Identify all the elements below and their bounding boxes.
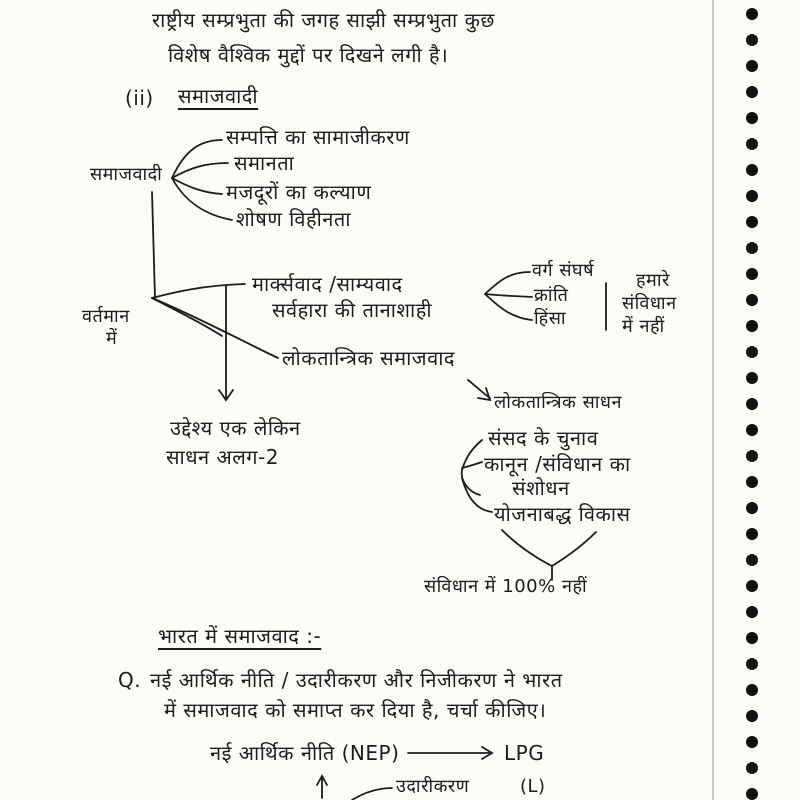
socialist-branch-1: सम्पत्ति का सामाजीकरण	[226, 125, 410, 149]
democratic-socialism: लोकतान्त्रिक समाजवाद	[282, 346, 456, 370]
marxism-line-1: मार्क्सवाद /साम्यवाद	[252, 272, 403, 296]
goal-line-1: उद्देश्य एक लेकिन	[170, 416, 301, 440]
dm-item-2: कानून /संविधान का	[484, 452, 631, 476]
present-branch-down	[152, 298, 222, 336]
marxism-line-2: सर्वहारा की तानाशाही	[272, 298, 432, 322]
socialist-root: समाजवादी	[90, 164, 163, 185]
means-branch-1	[485, 272, 530, 294]
question-line-1: नई आर्थिक नीति / उदारीकरण और निजीकरण ने भारत	[150, 668, 563, 692]
dm-item-1: संसद के चुनाव	[488, 426, 599, 450]
democratic-means: लोकतान्त्रिक साधन	[494, 392, 622, 413]
constitution-note-3: में नहीं	[622, 316, 665, 337]
question-line-2: में समाजवाद को समाप्त कर दिया है, चर्चा कीजिए।	[164, 698, 547, 722]
liberalisation-branch	[352, 788, 392, 800]
socialist-branch-2: समानता	[234, 151, 295, 175]
constitution-note-2: संविधान	[622, 293, 677, 314]
text-line-2: विशेष वैश्विक मुद्दों पर दिखने लगी है।	[168, 43, 449, 67]
text-line-1: राष्ट्रीय सम्प्रभुता की जगह साझी सम्प्रभुता कुछ	[152, 8, 495, 32]
liberalisation-label: उदारीकरण	[396, 776, 470, 797]
means-branch-2	[485, 294, 532, 297]
question-marker: Q.	[118, 668, 142, 692]
dm-item-3: संशोधन	[512, 476, 570, 500]
dm-item-4: योजनाबद्ध विकास	[494, 502, 631, 526]
trunk-line	[152, 192, 155, 298]
branch-line-3	[172, 178, 222, 194]
constitution-note-1: हमारे	[636, 270, 670, 291]
means-item-3: हिंसा	[534, 308, 567, 329]
branch-line-2	[172, 163, 228, 178]
liberalisation-code: (L)	[520, 776, 546, 797]
present-branch-marxism	[152, 284, 245, 298]
means-item-2: क्रांति	[534, 285, 569, 306]
socialist-branch-3: मजदूरों का कल्याण	[226, 180, 372, 204]
not-full-note: संविधान में 100% नहीं	[424, 576, 588, 597]
section-numeral: (ii)	[125, 86, 154, 110]
lpg-label: LPG	[504, 741, 545, 765]
branch-line-1	[172, 140, 222, 178]
branch-line-4	[172, 178, 232, 220]
converge-line	[502, 530, 596, 566]
means-item-1: वर्ग संघर्ष	[532, 260, 595, 281]
goal-line-2: साधन अलग-2	[166, 445, 279, 469]
present-label-2: में	[106, 328, 118, 349]
means-branch-3	[485, 294, 532, 320]
section-title: समाजवादी	[178, 84, 259, 108]
india-heading: भारत में समाजवाद :-	[158, 624, 322, 648]
nep-label: नई आर्थिक नीति (NEP)	[210, 741, 400, 765]
present-label-1: वर्तमान	[82, 306, 130, 327]
socialist-branch-4: शोषण विहीनता	[236, 207, 351, 231]
